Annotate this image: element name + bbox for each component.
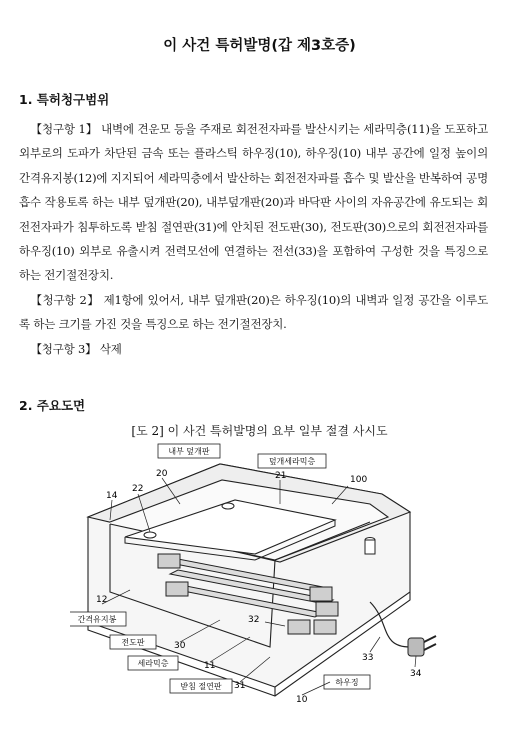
page-title: 이 사건 특허발명(갑 제3호증)	[163, 38, 356, 54]
claim-2: 【청구항 2】 제1항에 있어서, 내부 덮개판(20)은 하우징(10)의 내벽과 일정 공간을 이루도록 하는 크기를 가진 것을 특징으로 하는 전기절전장치.	[19, 292, 488, 332]
claims-list	[19, 117, 488, 361]
label-conductive-plate: 전도판	[121, 638, 145, 647]
label-housing: 하우징	[335, 678, 359, 687]
ref-12: 12	[96, 595, 108, 605]
claim-1: 【청구항 1】 내벽에 견운모 등을 주재로 회전전자파를 발산시키는 세라믹층(11)을 도포하고 외부로의 도파가 차단된 금속 또는 플라스틱 하우징(10), 하우징(10) 내부 공간에 일정 높이의 간격유지봉(12)에 지지되어 세라믹층에서 발산하는 회전전자파를 흡수 및 발산을 반복하여 공명흡수 작용토록 하는 내부 덮개판(20), 내부덮개판(20)과 바닥판 사이의 자유공간에 유도되는 회전전자파가 침투하도록 받침 절연판(31)에 안치된 전도판(30), 전도판(30)으로의 회전전자파를 하우징(10) 외부로 유출시켜 전력모선에 연결하는 전선(33)을 포함하여 구성한 것을 특징으로 하는 전기절전장치.	[19, 122, 488, 283]
ref-100: 100	[350, 475, 368, 485]
ref-33: 33	[362, 653, 374, 663]
label-inner-cover: 내부 덮개판	[168, 447, 210, 456]
ref-30: 30	[174, 641, 186, 651]
patent-figure	[70, 442, 440, 707]
label-spacer-rod: 간격유지봉	[77, 615, 117, 624]
ref-11: 11	[204, 661, 216, 671]
ref-20: 20	[156, 469, 168, 479]
claim-3: 【청구항 3】 삭제	[30, 341, 122, 356]
ref-32: 32	[248, 615, 260, 625]
ref-34: 34	[410, 669, 422, 679]
label-ceramic-layer: 세라믹층	[137, 659, 169, 668]
figure-caption: [도 2] 이 사건 특허발명의 요부 일부 절결 사시도	[131, 424, 388, 438]
ref-31: 31	[234, 681, 246, 691]
ref-22: 22	[132, 484, 144, 494]
plug-icon	[408, 636, 436, 656]
section-heading-claims: 1. 특허청구범위	[19, 92, 110, 107]
label-support-insulator: 받침 절연판	[180, 682, 222, 691]
ref-21: 21	[275, 471, 287, 481]
section-heading-drawing: 2. 주요도면	[19, 398, 86, 413]
label-cover-ceramic: 덮개세라믹층	[268, 457, 316, 466]
ref-10: 10	[296, 695, 308, 705]
ref-14: 14	[106, 491, 118, 501]
